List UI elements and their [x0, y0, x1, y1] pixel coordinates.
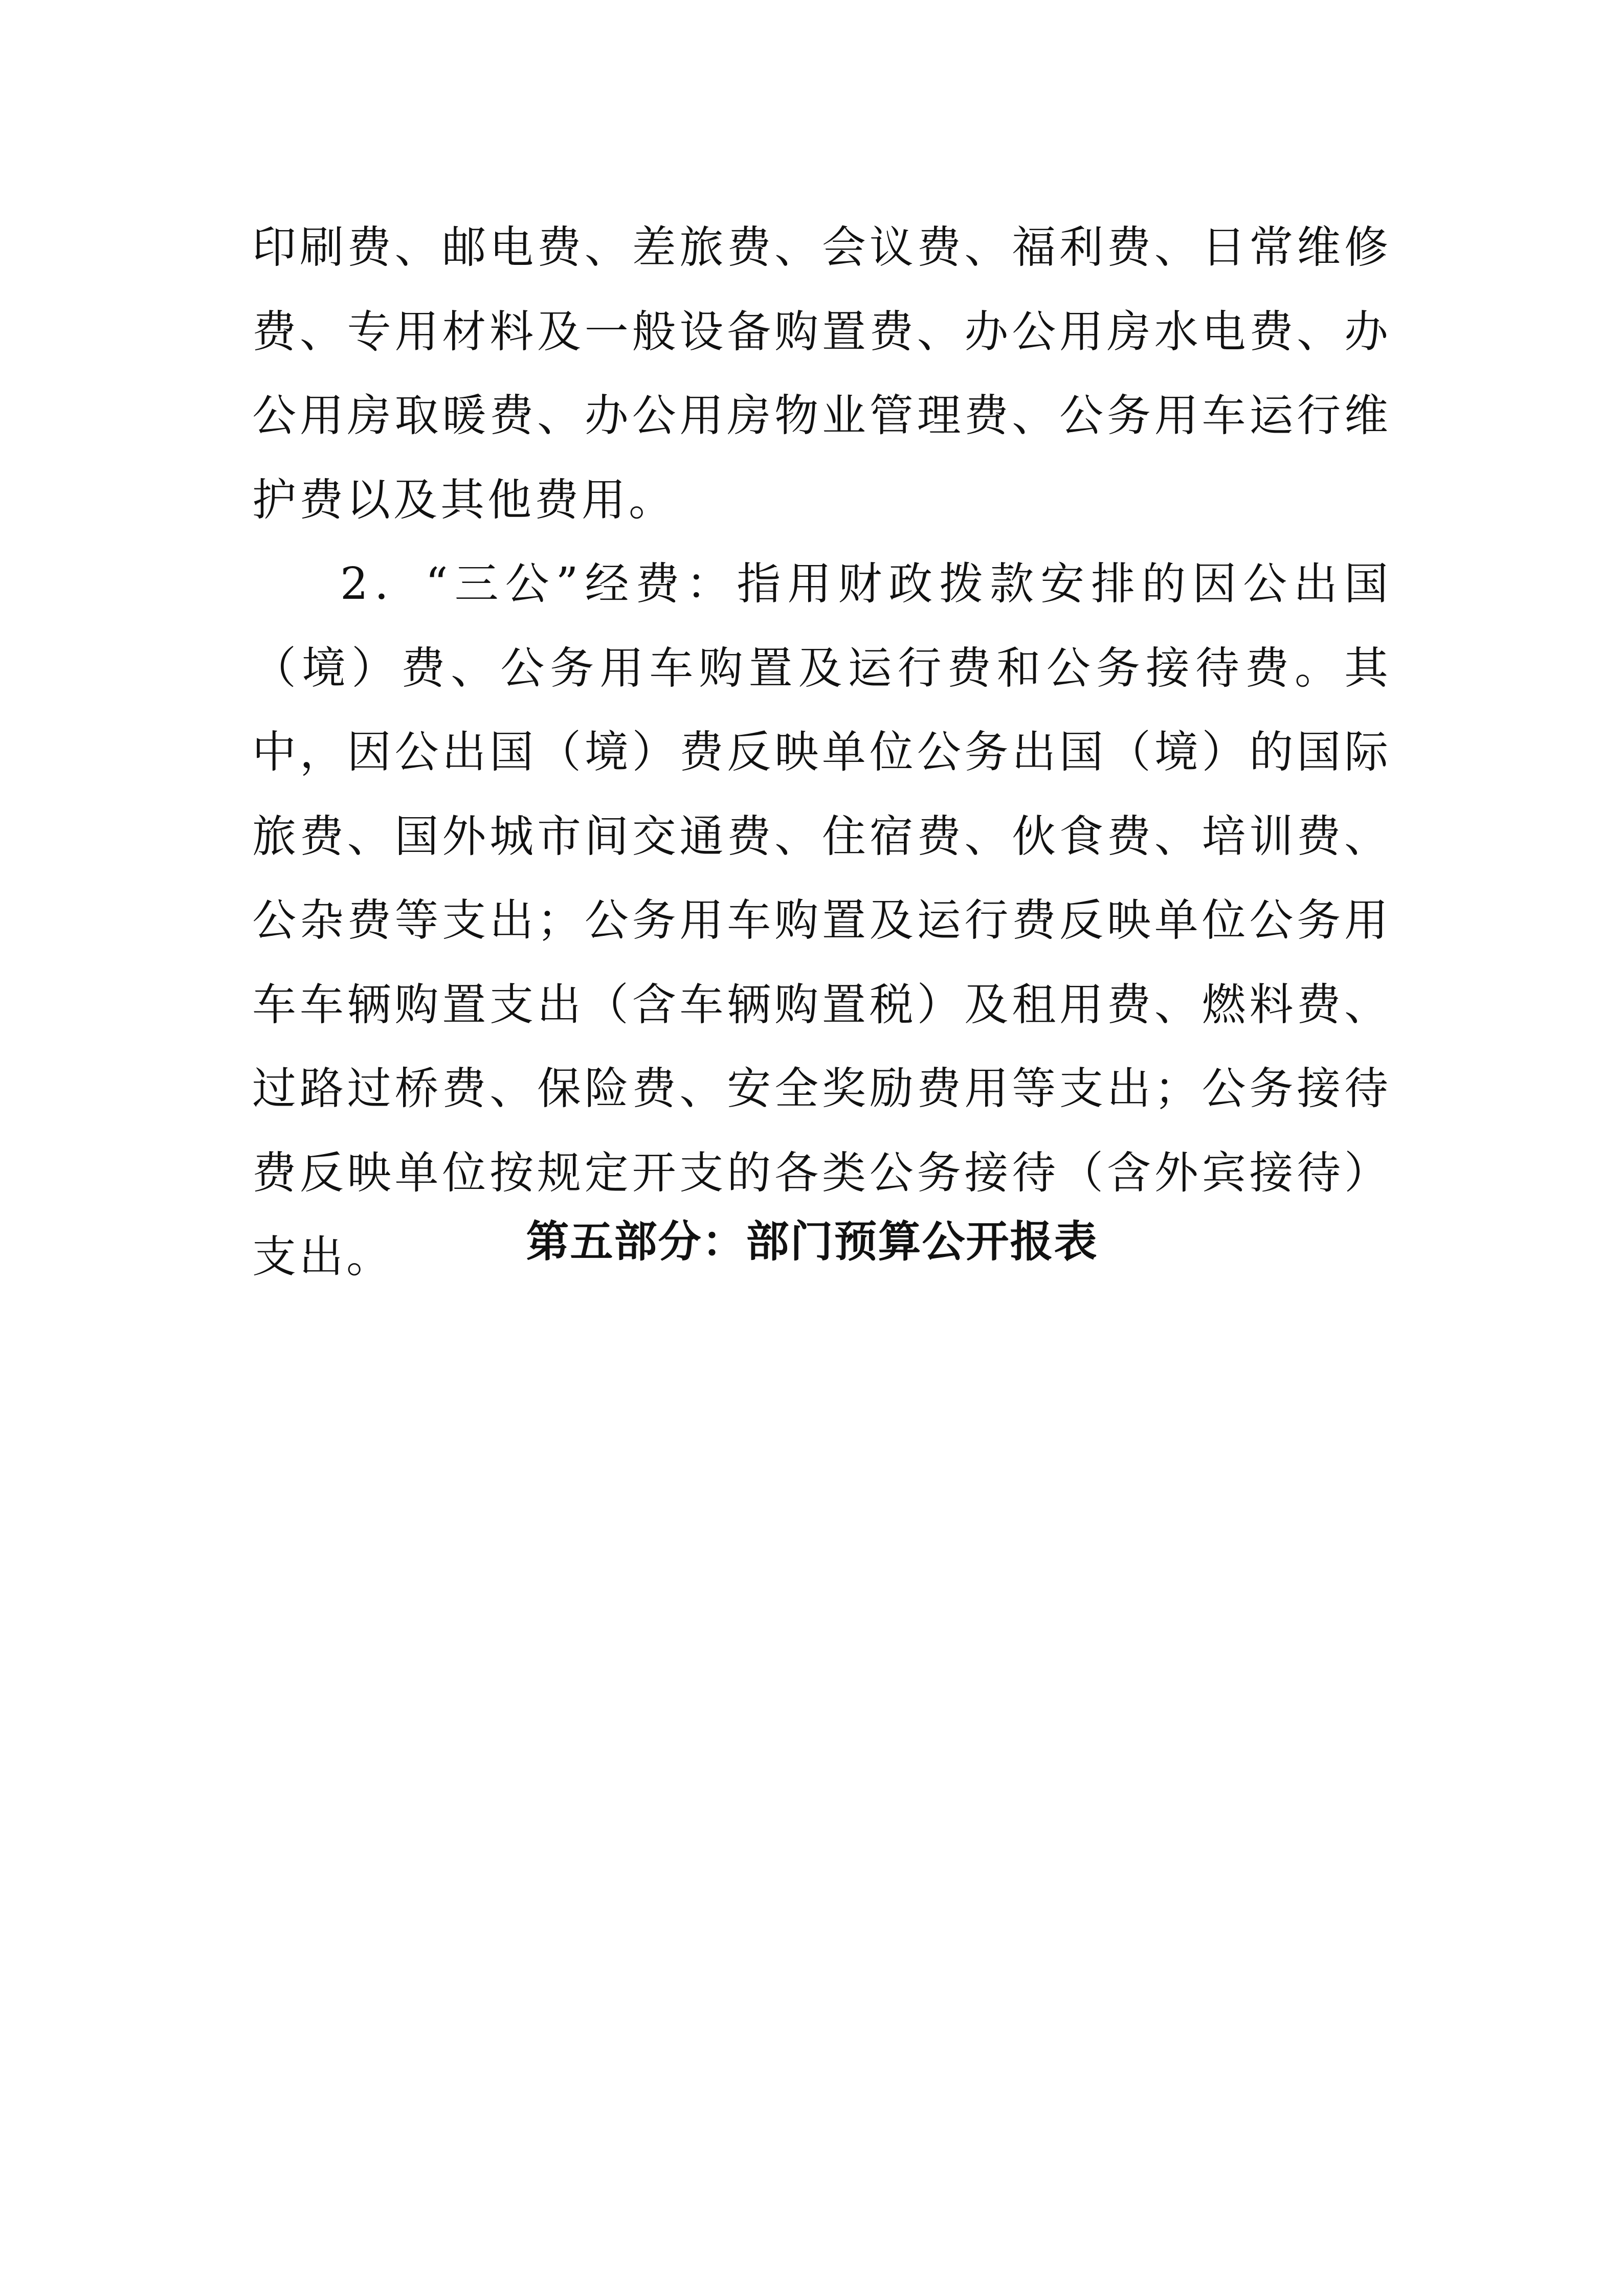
- paragraph-three-public-expenses: 2．“三公”经费：指用财政拨款安排的因公出国（境）费、公务用车购置及运行费和公务接待费。其中，因公出国（境）费反映单位公务出国（境）的国际旅费、国外城市间交通费、住宿费、伙食费、培训费、公杂费等支出；公务用车购置及运行费反映单位公务用车车辆购置支出（含车辆购置税）及租用费、燃料费、过路过桥费、保险费、安全奖励费用等支出；公务接待费反映单位按规定开支的各类公务接待（含外宾接待）支出。: [252, 558, 1391, 1282]
- section-heading: 第五部分：部门预算公开报表: [526, 1217, 1098, 1267]
- paragraph-expense-items: 印刷费、邮电费、差旅费、会议费、福利费、日常维修费、专用材料及一般设备购置费、办公用房水电费、办公用房取暖费、办公用房物业管理费、公务用车运行维护费以及其他费用。: [252, 222, 1391, 526]
- document-body: [252, 206, 1391, 1299]
